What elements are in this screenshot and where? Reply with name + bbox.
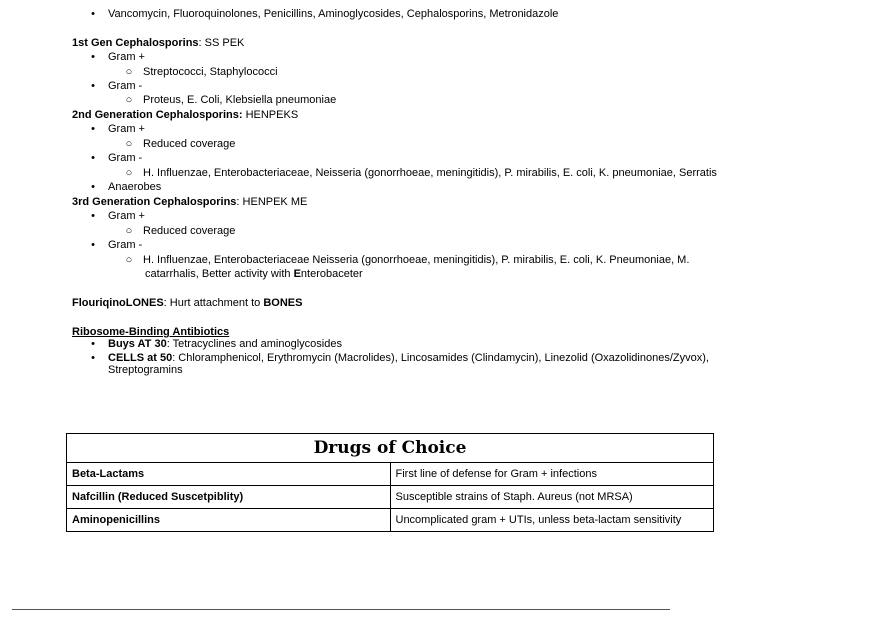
bullet: •: [91, 338, 95, 350]
gen1-gram-positive: Gram +: [108, 51, 145, 63]
table-row: [67, 509, 714, 532]
gen2-anaerobes: Anaerobes: [108, 181, 162, 193]
ribosome-heading: Ribosome-Binding Antibiotics: [72, 326, 230, 338]
bullet: •: [91, 181, 95, 193]
sub-bullet: ○: [125, 254, 133, 266]
drug-cell: Nafcillin (Reduced Suscetpiblity): [67, 486, 391, 509]
fluoroquinolones-mnemonic: FlouriqinoLONES: Hurt attachment to BONES: [72, 297, 303, 309]
gen3-heading: 3rd Generation Cephalosporins: HENPEK ME: [72, 196, 308, 208]
ribosome-item-50s: CELLS at 50: Chloramphenicol, Erythromycin (Macrolides), Lincosamides (Clindamycin), Linezolid (Oxazolidinones/Zyvox),: [108, 352, 709, 364]
bullet: •: [91, 8, 95, 20]
gen2-gram-positive: Gram +: [108, 123, 145, 135]
sub-bullet: ○: [125, 94, 133, 106]
gen2-heading: 2nd Generation Cephalosporins: HENPEKS: [72, 109, 299, 121]
gen3-gram-negative-organisms-cont: catarrhalis, Better activity with Enterobaceter: [145, 268, 363, 280]
use-cell: Susceptible strains of Staph. Aureus (not MRSA): [390, 486, 714, 509]
gen3-gram-positive-note: Reduced coverage: [143, 225, 236, 237]
use-cell: First line of defense for Gram + infections: [390, 463, 714, 486]
bullet: •: [91, 80, 95, 92]
table-title: Drugs of Choice: [67, 434, 714, 463]
gen3-gram-negative: Gram -: [108, 239, 143, 251]
gen2-gram-negative-organisms: H. Influenzae, Enterobacteriaceae, Neisseria (gonorrhoeae, meningitidis), P. mirabilis, E. coli, K. pneumoniae, Serratis: [143, 167, 717, 179]
table-row: [67, 463, 714, 486]
table-title-row: [67, 434, 714, 463]
gen3-gram-positive: Gram +: [108, 210, 145, 222]
gen3-gram-negative-organisms: H. Influenzae, Enterobacteriaceae Neisseria (gonorrhoeae, meningitidis), P. mirabilis, E. coli, K. Pneumoniae, M.: [143, 254, 690, 266]
bullet: •: [91, 123, 95, 135]
ribosome-item-30s: Buys AT 30: Tetracyclines and aminoglycosides: [108, 338, 342, 350]
bullet: •: [91, 239, 95, 251]
gen1-gram-negative-organisms: Proteus, E. Coli, Klebsiella pneumoniae: [143, 94, 337, 106]
gen1-gram-positive-organisms: Streptococci, Staphylococci: [143, 66, 278, 78]
drugs-of-choice-table: [66, 433, 714, 532]
table-row: [67, 486, 714, 509]
sub-bullet: ○: [125, 138, 133, 150]
bullet: •: [91, 152, 95, 164]
page-bottom-divider: [12, 609, 670, 610]
top-drug-list: Vancomycin, Fluoroquinolones, Penicillins, Aminoglycosides, Cephalosporins, Metronidazole: [108, 8, 559, 20]
gen2-gram-positive-note: Reduced coverage: [143, 138, 236, 150]
drug-cell: Aminopenicillins: [67, 509, 391, 532]
ribosome-item-50s-cont: Streptogramins: [108, 364, 183, 376]
use-cell: Uncomplicated gram + UTIs, unless beta-lactam sensitivity: [390, 509, 714, 532]
drug-cell: Beta-Lactams: [67, 463, 391, 486]
gen1-heading: 1st Gen Cephalosporins: SS PEK: [72, 37, 245, 49]
sub-bullet: ○: [125, 167, 133, 179]
gen2-gram-negative: Gram -: [108, 152, 143, 164]
bullet: •: [91, 352, 95, 364]
sub-bullet: ○: [125, 225, 133, 237]
bullet: •: [91, 210, 95, 222]
sub-bullet: ○: [125, 66, 133, 78]
gen1-gram-negative: Gram -: [108, 80, 143, 92]
bullet: •: [91, 51, 95, 63]
